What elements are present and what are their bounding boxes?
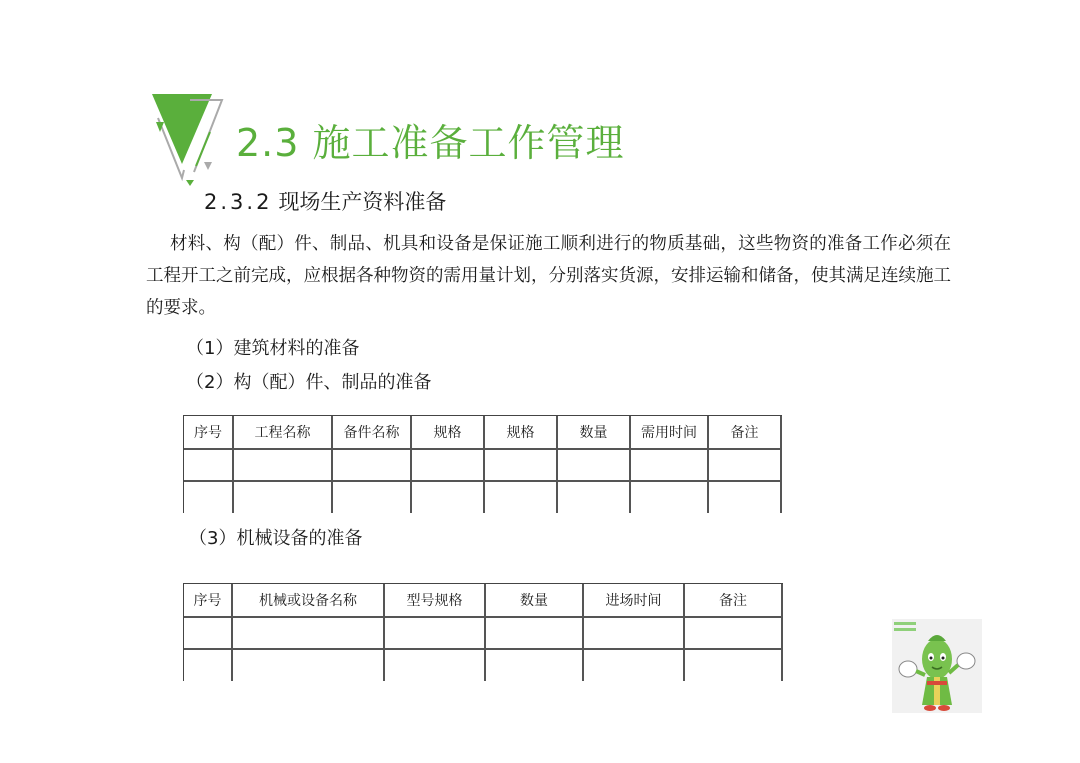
table-cell <box>234 450 333 483</box>
table-cell <box>412 450 485 483</box>
table-cell <box>631 482 709 513</box>
table-cell <box>486 650 584 681</box>
table-header-cell: 需用时间 <box>631 416 709 450</box>
table-cell <box>184 650 233 681</box>
section-number: 2.3.2 <box>204 190 273 214</box>
table-cell <box>558 450 631 483</box>
list-item-equipment: （3）机械设备的准备 <box>189 528 363 549</box>
table-header-cell: 工程名称 <box>234 416 333 450</box>
section-subtitle <box>204 186 446 216</box>
table-cell <box>233 650 385 681</box>
table-cell <box>385 618 486 651</box>
table-row <box>184 650 783 681</box>
table-cell <box>184 482 234 513</box>
table-header-cell: 序号 <box>184 584 233 618</box>
list-item-materials: （1）建筑材料的准备 <box>186 338 360 359</box>
table-cell <box>184 618 233 651</box>
table-header-cell: 规格 <box>412 416 485 450</box>
table-header-row <box>184 416 782 450</box>
table-row <box>184 618 783 651</box>
section-name: 现场生产资料准备 <box>278 190 447 214</box>
table-header-cell: 型号规格 <box>385 584 486 618</box>
table-cell <box>333 482 412 513</box>
table-header-row <box>184 584 783 618</box>
table-header-cell: 备注 <box>685 584 783 618</box>
table-cell <box>631 450 709 483</box>
equipment-table <box>183 583 783 681</box>
table-row <box>184 482 782 513</box>
table-header-cell: 进场时间 <box>584 584 685 618</box>
table-cell <box>485 450 558 483</box>
table-row <box>184 450 782 483</box>
list-item-components: （2）构（配）件、制品的准备 <box>186 372 432 393</box>
table-header-cell: 机械或设备名称 <box>233 584 385 618</box>
table-cell <box>558 482 631 513</box>
table-header-cell: 备件名称 <box>333 416 412 450</box>
table-cell <box>685 650 783 681</box>
table-cell <box>584 618 685 651</box>
table-cell <box>584 650 685 681</box>
table-cell <box>234 482 333 513</box>
table-cell <box>709 482 782 513</box>
body-paragraph: 材料、构（配）件、制品、机具和设备是保证施工顺利进行的物质基础，这些物资的准备工作必须在工程开工之前完成，应根据各种物资的需用量计划，分别落实货源，安排运输和储备，使其满足连续施工的要求。 <box>146 234 951 318</box>
table-header-cell: 规格 <box>485 416 558 450</box>
table-header-cell: 数量 <box>486 584 584 618</box>
table-cell <box>233 618 385 651</box>
table-cell <box>486 618 584 651</box>
table-header-cell: 备注 <box>709 416 782 450</box>
table-cell <box>485 482 558 513</box>
green-mascot-icon <box>892 619 982 713</box>
table-header-cell: 数量 <box>558 416 631 450</box>
table-header-cell: 序号 <box>184 416 234 450</box>
page-title: 2.3 施工准备工作管理 <box>236 121 625 165</box>
table-cell <box>412 482 485 513</box>
components-table <box>183 415 782 513</box>
table-cell <box>385 650 486 681</box>
green-triangle-logo-icon <box>150 92 230 187</box>
table-cell <box>709 450 782 483</box>
table-cell <box>333 450 412 483</box>
table-cell <box>685 618 783 651</box>
table-cell <box>184 450 234 483</box>
